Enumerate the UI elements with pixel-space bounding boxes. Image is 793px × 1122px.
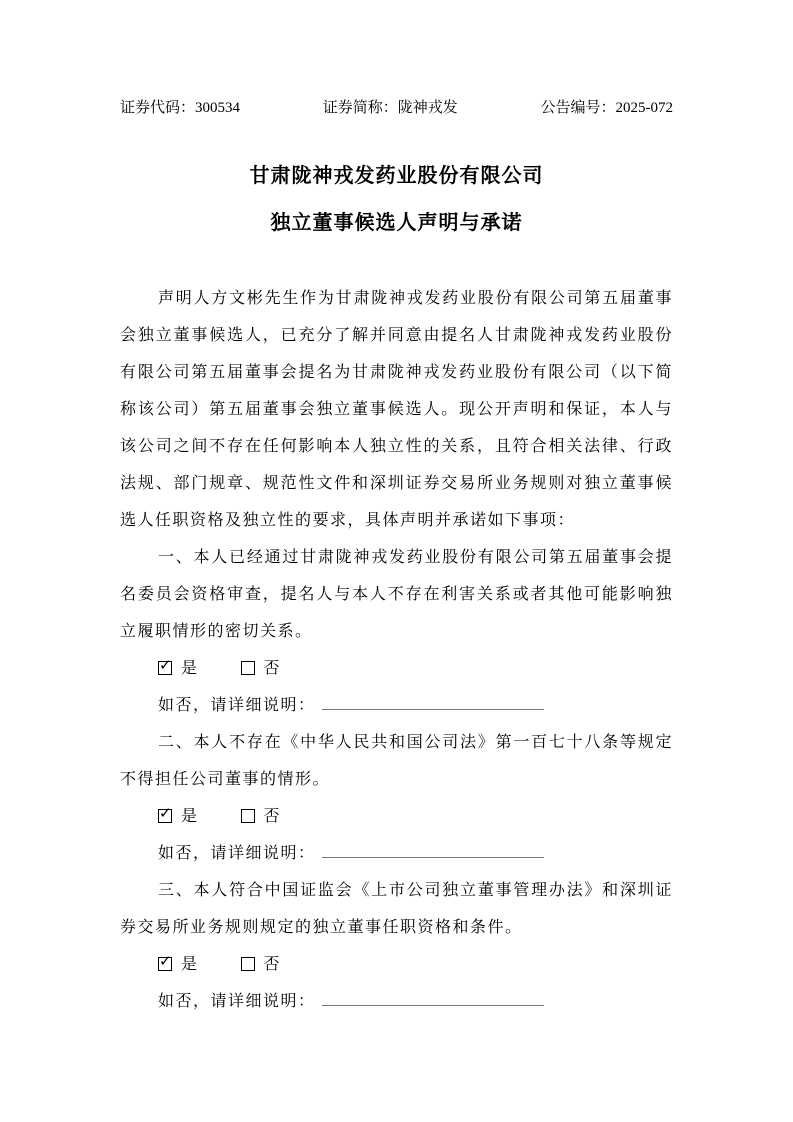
company-name-title: 甘肃陇神戎发药业股份有限公司: [249, 165, 544, 187]
item-1-answer-row: [120, 650, 673, 687]
stock-code: [120, 97, 240, 119]
item-3-explanation-blank-field[interactable]: [322, 988, 544, 1006]
check-mark-icon: ✓: [159, 952, 172, 970]
item-1-yes-checkbox[interactable]: [158, 656, 172, 675]
document-header: [120, 97, 673, 119]
stock-code-value: 300534: [195, 100, 241, 116]
item-1-no-label: 否: [263, 660, 282, 677]
item-1-no-checkbox[interactable]: [241, 661, 255, 675]
document-title: 独立董事候选人声明与承诺: [270, 212, 523, 234]
item-3-statement: 三、本人符合中国证监会《上市公司独立董事管理办法》和深圳证券交易所业务规则规定的独立董事任职资格和条件。: [120, 882, 673, 936]
item-1-yes-label: 是: [181, 660, 199, 677]
item-3-yes-label: 是: [181, 956, 199, 973]
item-1-explanation-blank-field[interactable]: [322, 692, 544, 710]
item-2-explain-label: 如否，请详细说明：: [158, 845, 316, 862]
item-3-yes-checkbox[interactable]: [158, 952, 172, 971]
item-2-explain-row: [120, 835, 673, 872]
item-3-explain-label: 如否，请详细说明：: [158, 993, 316, 1010]
item-2-explanation-blank-field[interactable]: [322, 840, 544, 858]
check-mark-icon: ✓: [159, 656, 172, 674]
stock-name-label: 证券简称：: [322, 100, 398, 116]
announcement-number-value: 2025-072: [615, 100, 673, 116]
stock-name-value: 陇神戎发: [397, 100, 458, 116]
title-block: [120, 153, 673, 247]
item-3-answer-row: [120, 946, 673, 983]
intro-paragraph: 声明人方文彬先生作为甘肃陇神戎发药业股份有限公司第五届董事会独立董事候选人，已充分了解并同意由提名人甘肃陇神戎发药业股份有限公司第五届董事会提名为甘肃陇神戎发药业股份有限公司（以下简称该公司）第五届董事会独立董事候选人。现公开声明和保证，本人与该公司之间不存在任何影响本人独立性的关系，且符合相关法律、行政法规、部门规章、规范性文件和深圳证券交易所业务规则对独立董事候选人任职资格及独立性的要求，具体声明并承诺如下事项：: [120, 290, 673, 529]
item-1-explain-label: 如否，请详细说明：: [158, 697, 316, 714]
item-3-explain-row: [120, 983, 673, 1020]
item-2-yes-label: 是: [181, 808, 199, 825]
item-2-no-label: 否: [263, 808, 282, 825]
item-3-no-checkbox[interactable]: [241, 957, 255, 971]
announcement-number-label: 公告编号：: [540, 100, 616, 116]
announcement-number: [540, 97, 673, 119]
item-1-statement: 一、本人已经通过甘肃陇神戎发药业股份有限公司第五届董事会提名委员会资格审查，提名人与本人不存在利害关系或者其他可能影响独立履职情形的密切关系。: [120, 549, 673, 640]
stock-name: [323, 97, 458, 119]
stock-code-label: 证券代码：: [120, 100, 196, 116]
item-2-yes-checkbox[interactable]: [158, 804, 172, 823]
item-1-explain-row: [120, 687, 673, 724]
document-body: [120, 280, 673, 1020]
item-2-no-checkbox[interactable]: [241, 809, 255, 823]
item-2-statement: 二、本人不存在《中华人民共和国公司法》第一百七十八条等规定不得担任公司董事的情形。: [120, 734, 673, 788]
item-2-answer-row: [120, 798, 673, 835]
item-3-no-label: 否: [263, 956, 282, 973]
check-mark-icon: ✓: [159, 804, 172, 822]
